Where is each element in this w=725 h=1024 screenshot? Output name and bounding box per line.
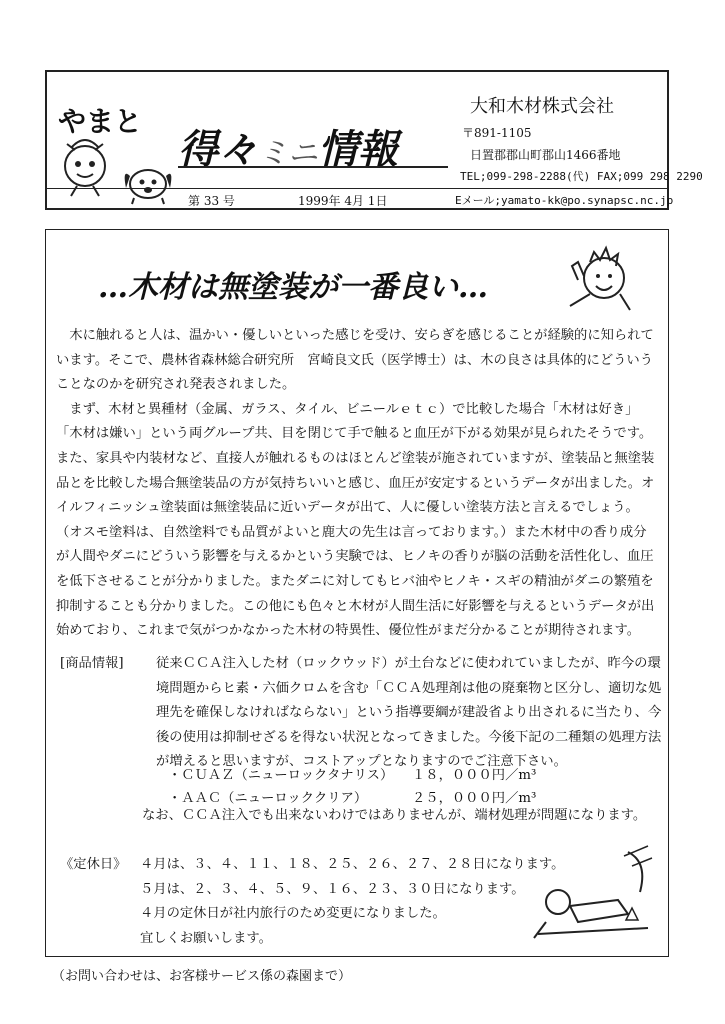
holiday-line: ４月の定休日が社内旅行のため変更になりました。 <box>140 906 446 922</box>
title-main: 得々 <box>178 126 258 173</box>
title-end: 情報 <box>318 126 398 173</box>
holiday-line: ４月は、３、４、１１、１８、２５、２６、２７、２８日になります。 <box>140 857 565 872</box>
product-item-price: １８，０００円／m³ <box>412 768 537 783</box>
thumbs-up-character-illustration <box>560 236 640 316</box>
article-paragraph: まず、木材と異種材（金属、ガラス、タイル、ビニールｅｔｃ）で比較した場合「木材は好き」「木材は嫌い」という両グループ共、目を閉じて手で触ると血圧が下がる効果が見られたそうです。また、家具や内装材など、直接人が触れるものはほとんど塗装が施されていますが、塗装品と無塗装品とを比較した場合無塗装品の方が気持ちいいと感じ、血圧が安定するというデータが出ました。オイルフィニッシュ塗装面は無塗装品に近いデータが出て、人に優しい塗装方法と言えるでしょう。（オスモ塗料は、自然塗料でも品質がよいと鹿大の先生は言っております。）また木材中の香り成分が人間やダニにどういう影響を与えるかという実験では、ヒノキの香りが脳の活動を活性化し、血圧を低下させることが分かりました。またダニに対してもヒバ油やヒノキ・スギの精油がダニの繁殖を抑制することも分かりました。この他にも色々と木材が人間生活に好影響を与えるというデータが出始めており、これまで気がつかなかった木材の特異性、優位性がまだ分かることが期待されます。 <box>56 401 655 639</box>
company-address: 日置郡郡山町郡山1466番地 <box>470 148 621 162</box>
article-headline: …木材は無塗装が一番良い… <box>98 270 488 305</box>
holiday-line: 宜しくお願いします。 <box>140 930 272 946</box>
resting-person-illustration <box>528 842 658 947</box>
mascot-dog-illustration <box>120 160 176 206</box>
holiday-label: 《定休日》 <box>60 857 127 872</box>
issue-date: 1999年 4月 1日 <box>298 194 388 208</box>
product-info-note: なお、ＣＣＡ注入でも出来ないわけではありませんが、端材処理が問題になります。 <box>142 808 647 823</box>
email-address: Eメール;yamato-kk@po.synapsc.nc.jp <box>455 194 674 207</box>
postal-code: 〒891-1105 <box>462 126 532 140</box>
article-body <box>56 324 656 644</box>
title-underline <box>178 166 448 168</box>
product-item-name: ・ＣＵＡＺ（ニューロックタナリス） <box>168 768 394 783</box>
product-item-price: ２５，０００円／m³ <box>412 791 537 806</box>
brand-name: やまと <box>58 105 143 138</box>
product-info-label: [商品情報] <box>60 656 124 671</box>
tel-fax: TEL;099-298-2288(代) FAX;099 298 2290 <box>460 170 703 183</box>
issue-number: 第 33 号 <box>188 194 235 208</box>
product-info-text: 従来ＣＣＡ注入した材（ロックウッド）が土台などに使われていましたが、昨今の環境問題からヒ素・六価クロムを含む「ＣＣＡ処理剤は他の廃棄物と区分し、適切な処理先を確保しなければならない」という指導要綱が建設省より出されるに当たり、今後の使用は抑制せざるを得ない状況となってきました。今後下記の二種類の処理方法が増えると思いますが、コストアップとなりますのでご注意下さい。 <box>156 656 662 770</box>
holiday-line: ５月は、２、３、４、５、９、１６、２３、３０日になります。 <box>140 881 525 897</box>
company-name: 大和木材株式会社 <box>470 96 614 117</box>
article-paragraph: 木に触れると人は、温かい・優しいといった感じを受け、安らぎを感じることが経験的に知られています。そこで、農林省森林総合研究所 宮崎良文氏（医学博士）は、木の良さは具体的にどういうことなのかを研究され発表されました。 <box>56 328 654 393</box>
product-item-name: ・ＡＡＣ（ニューロッククリア） <box>168 791 368 806</box>
mascot-girl-illustration <box>55 128 115 198</box>
title-mini: ミニ <box>258 136 318 171</box>
footer-contact: （お問い合わせは、お客様サービス係の森園まで） <box>52 969 352 984</box>
